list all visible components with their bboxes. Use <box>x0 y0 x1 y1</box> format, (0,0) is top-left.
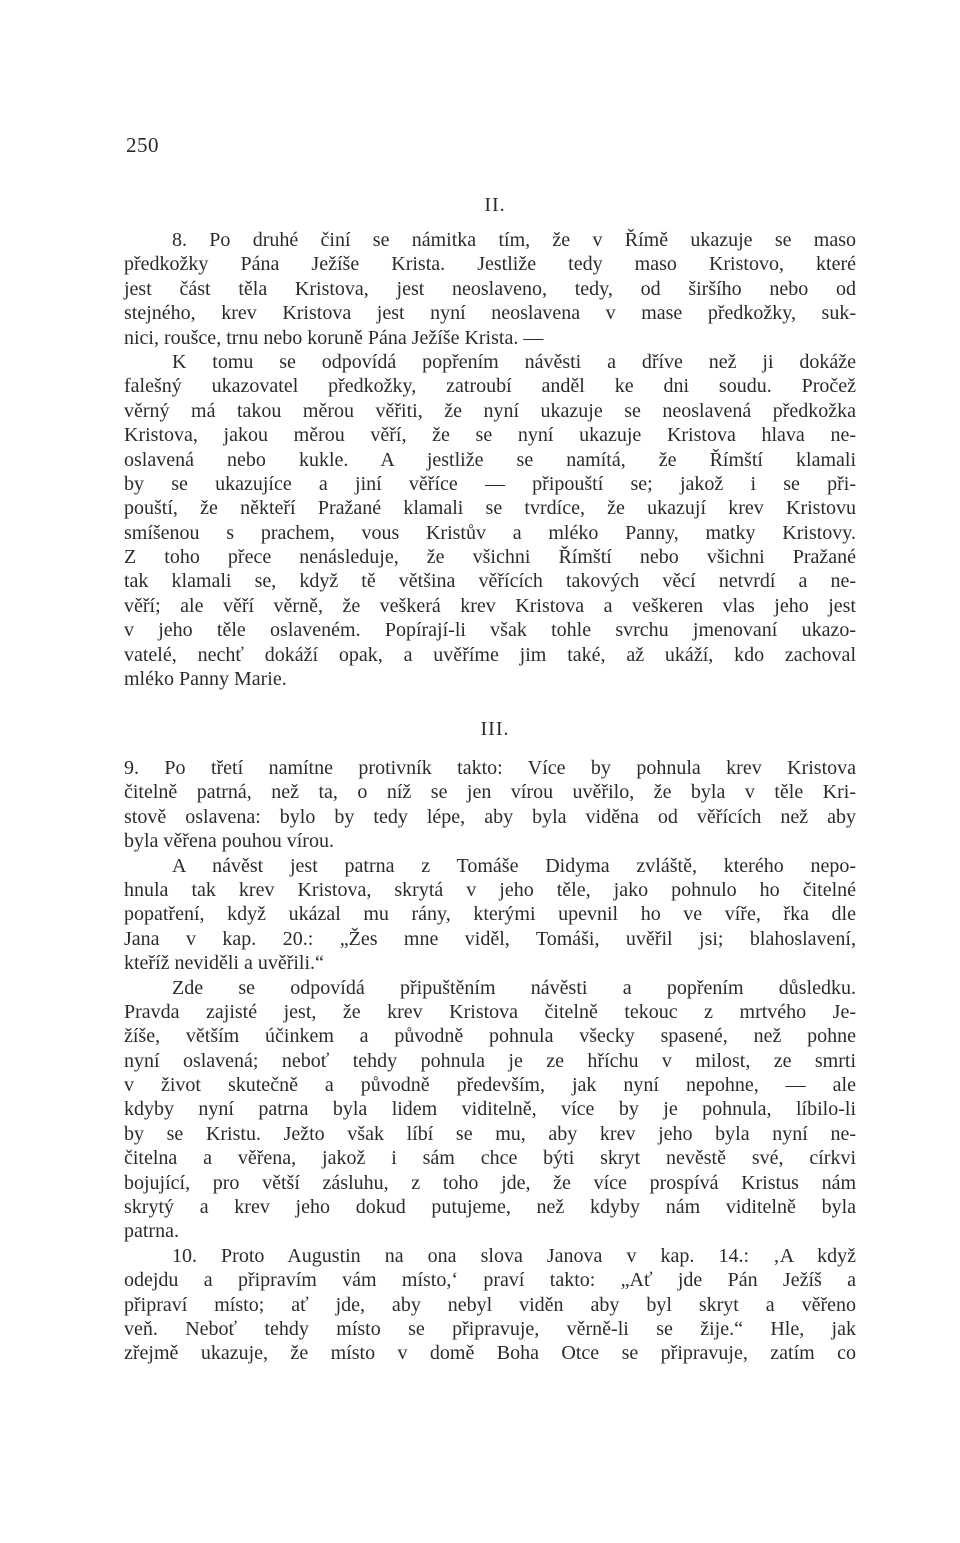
text-line: žíše, větším účinkem a původně pohnula všecky spasené, než pohne <box>124 1025 856 1048</box>
text-line: kteříž neviděli a uvěřili.“ <box>124 952 324 975</box>
text-line: stejného, krev Kristova jest nyní neoslavena v mase předkožky, suk- <box>124 302 856 325</box>
text-line: 9. Po třetí namítne protivník takto: Více by pohnula krev Kristova <box>124 757 856 779</box>
page-number: 250 <box>126 133 159 157</box>
text-line: pouští, že někteří Pražané klamali se tvrdíce, že ukazují krev Kristovu <box>124 497 856 520</box>
text-line: falešný ukazovatel předkožky, zatroubí anděl ke dni soudu. Pročež <box>124 375 856 398</box>
text-line: jest část těla Kristova, jest neoslaveno, tedy, od širšího nebo od <box>124 277 856 300</box>
section-heading: III. <box>480 718 510 740</box>
section-body <box>124 756 856 1366</box>
text-line: nyní oslavená; neboť tehdy pohnula je ze hříchu v milost, ze smrti <box>124 1049 856 1072</box>
text-line: odejdu a připravím vám místo,‘ praví takto: „Ať jde Pán Ježíš a <box>124 1269 856 1292</box>
text-line: by se ukazujíce a jiní věříce — připouští se; jakož i se při- <box>124 472 856 495</box>
text-line: A návěst jest patrna z Tomáše Didyma zvláště, kterého nepo- <box>172 854 856 877</box>
text-line: oslavená nebo kukle. A jestliže se namítá, že Římští klamali <box>124 448 856 471</box>
text-line: hnula tak krev Kristova, skrytá v jeho těle, jako pohnulo ho čitelné <box>124 878 856 901</box>
text-line: Jana v kap. 20.: „Žes mne viděl, Tomáši, uvěřil jsi; blahoslavení, <box>124 927 856 950</box>
text-line: mléko Panny Marie. <box>124 668 287 691</box>
text-line: v jeho těle oslaveném. Popírají-li však tohle svrchu jmenovaní ukazo- <box>124 619 856 642</box>
text-line: Zde se odpovídá připuštěním návěsti a popřením důsledku. <box>172 976 856 999</box>
text-line: v život skutečně a původně především, jak nyní nepohne, — ale <box>124 1074 856 1097</box>
section-body <box>124 228 856 691</box>
text-line: stově oslavena: bylo by tedy lépe, aby byla viděna od věřících než aby <box>124 805 856 828</box>
text-line: byla věřena pouhou vírou. <box>124 830 334 853</box>
text-line: bojující, pro větší zásluhu, z toho jde, že více prospívá Kristus nám <box>124 1171 856 1194</box>
text-line: věří; ale věří věrně, že veškerá krev Kristova a veškeren vlas jeho jest <box>124 594 856 617</box>
text-line: zřejmě ukazuje, že místo v domě Boha Otce se připravuje, zatím co <box>124 1342 856 1365</box>
text-line: nici, roušce, trnu nebo koruně Pána Ježíše Krista. — <box>124 326 544 349</box>
text-line: připraví místo; ať jde, aby nebyl viděn aby byl skryt a věřeno <box>124 1293 856 1316</box>
text-line: skrytý a krev jeho dokud putujeme, než kdyby nám viditelně byla <box>124 1196 856 1219</box>
text-line: čitelně patrná, než ta, o níž se jen vírou uvěřilo, že byla v těle Kri- <box>124 781 856 804</box>
text-line: 8. Po druhé činí se námitka tím, že v Římě ukazuje se maso <box>172 229 856 251</box>
text-line: veň. Neboť tehdy místo se připravuje, věrně-li se žije.“ Hle, jak <box>124 1317 856 1340</box>
text-line: K tomu se odpovídá popřením návěsti a dříve než ji dokáže <box>172 350 856 373</box>
text-line: Z toho přece nenásleduje, že všichni Římští nebo všichni Pražané <box>124 546 856 569</box>
text-line: 10. Proto Augustin na ona slova Janova v kap. 14.: ‚A když <box>172 1244 856 1267</box>
text-line: Pravda zajisté jest, že krev Kristova čitelně tekouc z mrtvého Je- <box>124 1000 856 1023</box>
section-heading: II. <box>484 194 506 216</box>
text-line: tak klamali se, když tě většina věřících takových věcí netvrdí a ne- <box>124 570 856 593</box>
text-line: kdyby nyní patrna byla lidem viditelně, více by je pohnula, líbilo-li <box>124 1098 856 1121</box>
text-line: smíšenou s prachem, vous Kristův a mléko Panny, matky Kristovy. <box>124 521 856 544</box>
text-line: čitelna a věřena, jakož i sám chce býti skryt nevěstě své, církvi <box>124 1147 856 1170</box>
text-line: vatelé, nechť dokáží opak, a uvěříme jim také, až ukáží, kdo zachoval <box>124 643 856 666</box>
text-line: Kristova, jakou měrou věří, že se nyní ukazuje Kristova hlava ne- <box>124 424 856 447</box>
text-line: předkožky Pána Ježíše Krista. Jestliže tedy maso Kristovo, které <box>124 253 856 276</box>
text-line: patrna. <box>124 1220 179 1243</box>
text-line: věrný má takou měrou věřiti, že nyní ukazuje se neoslavená předkožka <box>124 399 856 422</box>
text-line: by se Kristu. Ježto však líbí se mu, aby krev jeho byla nyní ne- <box>124 1122 856 1145</box>
text-line: popatření, když ukázal mu rány, kterými upevnil ho ve víře, řka dle <box>124 903 856 926</box>
